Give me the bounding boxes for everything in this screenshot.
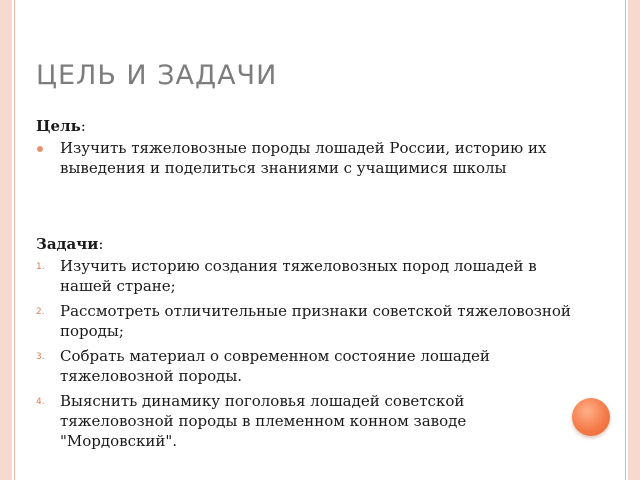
tasks-list <box>36 256 576 451</box>
tasks-label: Задачи <box>36 235 99 253</box>
left-border-decoration <box>0 0 12 480</box>
goal-list-item <box>36 138 576 178</box>
orange-circle-icon <box>572 398 610 436</box>
task-list-item <box>36 301 576 341</box>
task-number: 4. <box>36 397 45 407</box>
goal-list <box>36 138 576 178</box>
task-text: Рассмотреть отличительные признаки советской тяжеловозной породы; <box>60 302 571 340</box>
task-list-item <box>36 346 576 386</box>
slide-content <box>36 116 576 456</box>
slide-title: ЦЕЛЬ И ЗАДАЧИ <box>36 60 278 91</box>
task-list-item <box>36 256 576 296</box>
goal-text: Изучить тяжеловозные породы лошадей России, историю их выведения и поделиться знаниями с учащимися школы <box>60 139 547 177</box>
goal-label: Цель <box>36 117 81 135</box>
goal-heading <box>36 116 576 136</box>
right-border-decoration <box>628 0 640 480</box>
section-spacer <box>36 178 576 234</box>
tasks-heading <box>36 234 576 254</box>
task-number: 2. <box>36 307 45 317</box>
goal-separator: : <box>80 117 86 135</box>
task-list-item <box>36 391 576 451</box>
tasks-separator: : <box>98 235 104 253</box>
bullet-dot-icon <box>37 146 43 152</box>
task-text: Выяснить динамику поголовья лошадей советской тяжеловозной породы в племенном конном заводе "Мордовский". <box>60 392 467 450</box>
left-border-line <box>14 0 15 480</box>
task-number: 1. <box>36 262 45 272</box>
task-number: 3. <box>36 352 45 362</box>
task-text: Собрать материал о современном состояние лошадей тяжеловозной породы. <box>60 347 490 385</box>
task-text: Изучить историю создания тяжеловозных пород лошадей в нашей стране; <box>60 257 537 295</box>
